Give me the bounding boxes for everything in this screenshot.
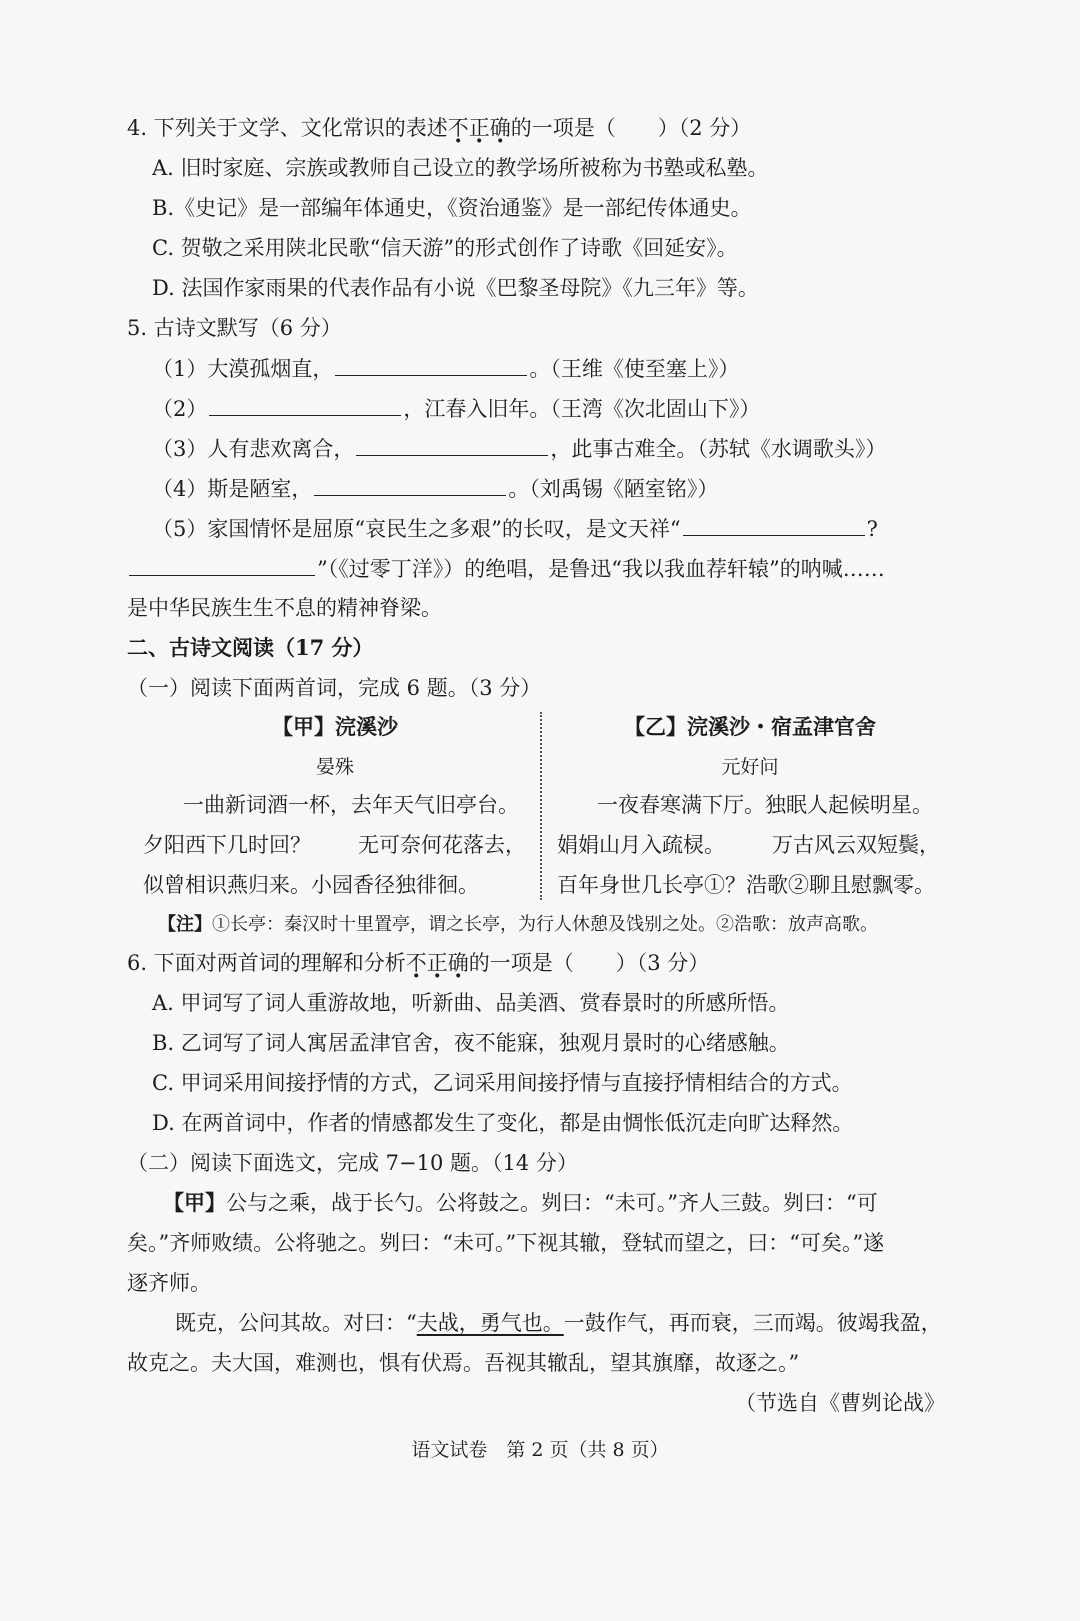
poem-b-line-2a: 娟娟山月入疏棂。 — [557, 833, 725, 857]
q5-item-5: （5）家国情怀是屈原“哀民生之多艰”的长叹，是文天祥“ ? — [152, 513, 878, 543]
passage-line-2: 矣。”齐师败绩。公将驰之。刿曰：“未可。”下视其辙，登轼而望之，曰：“可矣。”遂 — [127, 1231, 885, 1255]
poem-a-line-3: 似曾相识燕归来。小园香径独徘徊。 — [143, 873, 479, 897]
poem-a-author: 晏殊 — [315, 756, 354, 778]
q4-emphasis: 不正确 — [447, 116, 511, 140]
poem-a-line-1: 一曲新词酒一杯，去年天气旧亭台。 — [183, 793, 519, 817]
poem-b-title: 【乙】浣溪沙・宿孟津官舍 — [624, 714, 876, 739]
poem-a-title: 【甲】浣溪沙 — [272, 714, 398, 739]
passage-line-3: 逐齐师。 — [127, 1271, 211, 1295]
q6-stem: 6. 下面对两首词的理解和分析不正确的一项是（ ）（3 分） — [127, 951, 710, 975]
q5-item-5-cont: ”（《过零丁洋》）的绝唱，是鲁迅“我以我血荐轩辕”的呐喊…… — [127, 553, 885, 583]
q5-stem: 5. 古诗文默写（6 分） — [127, 316, 342, 340]
answer-blank[interactable] — [209, 393, 401, 416]
poem-b-line-3: 百年身世几长亭①？浩歌②聊且慰飘零。 — [557, 873, 935, 897]
answer-blank[interactable] — [314, 473, 506, 496]
answer-blank[interactable] — [356, 433, 548, 456]
poem-b-line-1: 一夜春寒满下厅。独眠人起候明星。 — [597, 793, 933, 817]
section-title: 二、古诗文阅读（17 分） — [127, 635, 374, 660]
q4-option-d: D. 法国作家雨果的代表作品有小说《巴黎圣母院》《九三年》等。 — [152, 276, 759, 300]
q5-item-3: （3）人有悲欢离合， ，此事古难全。（苏轼《水调歌头》） — [152, 433, 886, 463]
answer-blank[interactable] — [129, 553, 315, 576]
poem-b-author: 元好问 — [721, 756, 779, 778]
answer-blank[interactable] — [335, 353, 527, 376]
q4-option-c: C. 贺敬之采用陕北民歌“信天游”的形式创作了诗歌《回延安》。 — [152, 236, 738, 260]
part-two-instruction: （二）阅读下面选文，完成 7−10 题。（14 分） — [127, 1151, 578, 1175]
page-footer: 语文试卷 第 2 页（共 8 页） — [411, 1439, 669, 1461]
poem-b-line-2b: 万古风云双短鬓， — [772, 833, 940, 857]
passage-line-1: 【甲】公与之乘，战于长勺。公将鼓之。刿曰：“未可。”齐人三鼓。刿曰：“可 — [163, 1190, 878, 1215]
poem-a-line-2b: 无可奈何花落去， — [358, 833, 526, 857]
q6-option-c: C. 甲词采用间接抒情的方式，乙词采用间接抒情与直接抒情相结合的方式。 — [152, 1071, 853, 1095]
underlined-phrase: 夫战，勇气也。 — [416, 1311, 564, 1335]
q5-item-1: （1）大漠孤烟直， 。（王维《使至塞上》） — [152, 353, 739, 383]
passage-line-4: 既克，公问其故。对曰：“夫战，勇气也。一鼓作气，再而衰，三而竭。彼竭我盈， — [175, 1311, 942, 1335]
q4-stem: 4. 下列关于文学、文化常识的表述不正确的一项是（ ）（2 分） — [127, 116, 752, 140]
q5-item-4: （4）斯是陋室， 。（刘禹锡《陋室铭》） — [152, 473, 718, 503]
answer-blank[interactable] — [683, 513, 865, 536]
part-one-instruction: （一）阅读下面两首词，完成 6 题。（3 分） — [127, 676, 542, 700]
q6-option-b: B. 乙词写了词人寓居孟津官舍，夜不能寐，独观月景时的心绪感触。 — [152, 1031, 790, 1055]
passage-line-5: 故克之。夫大国，难测也，惧有伏焉。吾视其辙乱，望其旗靡，故逐之。” — [127, 1351, 800, 1375]
q4-option-a: A. 旧时家庭、宗族或教师自己设立的教学场所被称为书塾或私塾。 — [152, 156, 769, 180]
q5-item-2: （2） ，江春入旧年。（王湾《次北固山下》） — [152, 393, 760, 423]
q6-option-a: A. 甲词写了词人重游故地，听新曲、品美酒、赏春景时的所感所悟。 — [152, 991, 790, 1015]
q4-option-b: B.《史记》是一部编年体通史，《资治通鉴》是一部纪传体通史。 — [152, 196, 752, 220]
q6-option-d: D. 在两首词中，作者的情感都发生了变化，都是由惆怅低沉走向旷达释然。 — [152, 1111, 854, 1135]
poem-note: 【注】①长亭：秦汉时十里置亭，谓之长亭，为行人休憩及饯别之处。②浩歌：放声高歌。 — [158, 914, 878, 935]
q5-item-5-end: 是中华民族生生不息的精神脊梁。 — [127, 596, 442, 620]
q6-emphasis: 不正确 — [405, 951, 469, 975]
passage-source: （节选自《曹刿论战》 — [735, 1391, 945, 1415]
poem-divider — [540, 712, 542, 900]
poem-a-line-2a: 夕阳西下几时回？ — [143, 833, 311, 857]
